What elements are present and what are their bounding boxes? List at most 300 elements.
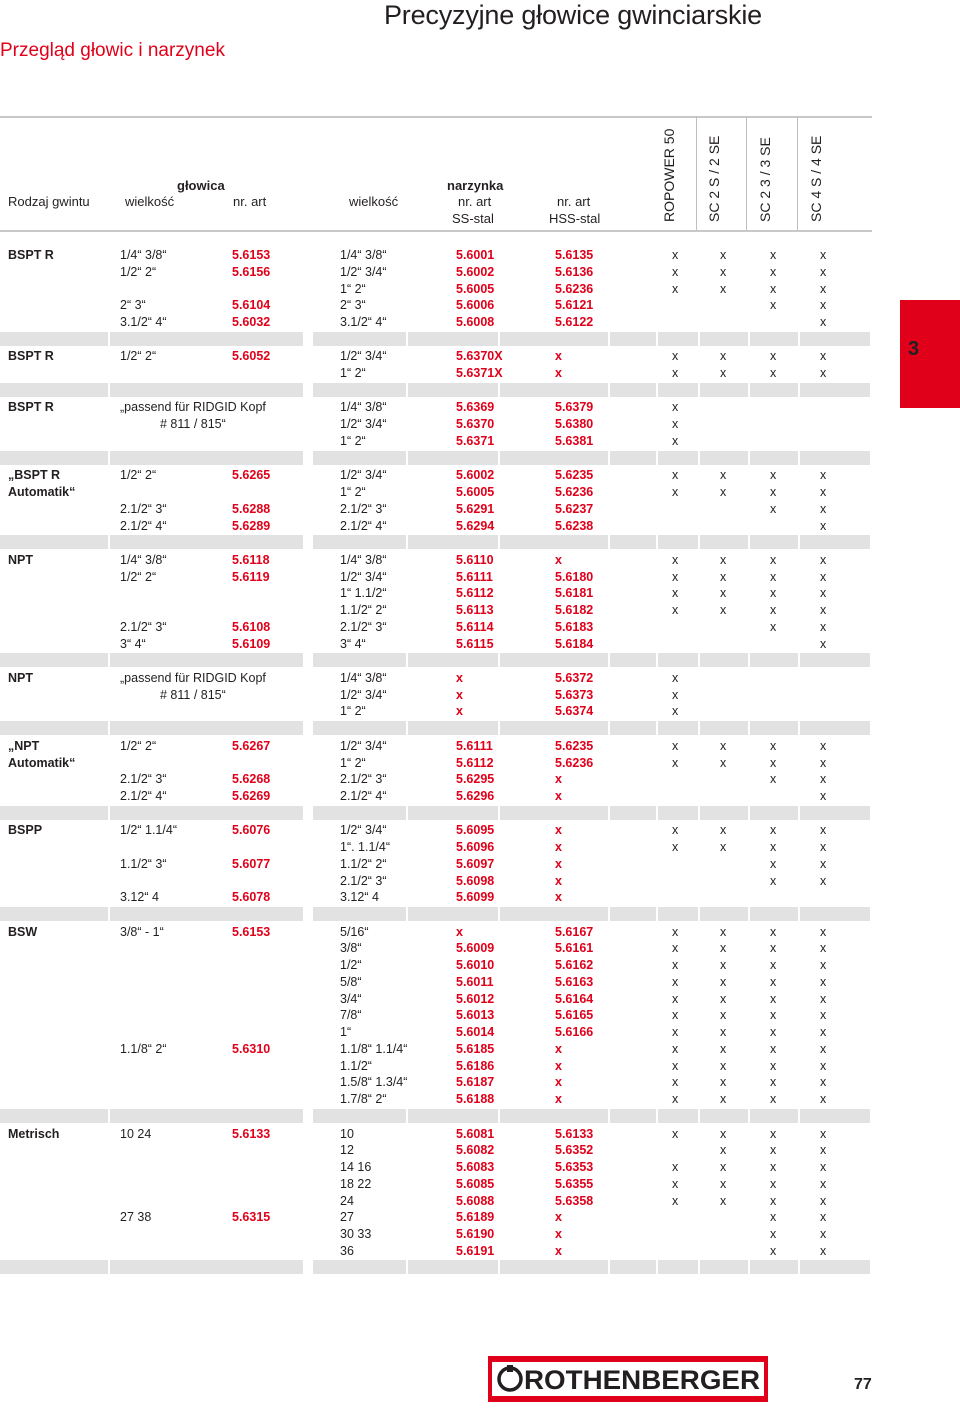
compatibility-mark: x [820, 823, 827, 838]
compatibility-mark: x [820, 315, 827, 329]
group-separator-band [800, 907, 870, 921]
head-article-number: 5.6119 [232, 569, 270, 584]
group-separator-band [110, 332, 303, 346]
compatibility-mark: x [672, 248, 679, 262]
compatibility-mark: x [820, 755, 827, 770]
compatibility-mark: x [672, 958, 679, 973]
die-ss-article-number: x [456, 704, 463, 719]
die-hss-article-number: 5.6165 [555, 1008, 594, 1023]
die-ss-article-number: 5.6110 [456, 552, 494, 567]
thread-type-label: „NPT [8, 738, 40, 753]
head-size: 1/2“ 2“ [120, 738, 157, 753]
die-size: 27 [340, 1210, 354, 1225]
die-size: 1/4“ 3/8“ [340, 552, 387, 567]
die-ss-article-number: 5.6099 [456, 890, 495, 905]
compatibility-mark: x [720, 1075, 727, 1090]
die-hss-article-number: x [555, 856, 562, 871]
group-separator-band [658, 535, 698, 549]
die-size: 2.1/2“ 3“ [340, 501, 387, 516]
compatibility-mark: x [720, 958, 727, 973]
group-separator-band [110, 1260, 303, 1274]
head-article-number: 5.6289 [232, 518, 271, 533]
die-hss-article-number: 5.6181 [555, 586, 594, 601]
compatibility-mark: x [720, 991, 727, 1006]
group-separator-band [800, 451, 870, 465]
die-hss-article-number: 5.6355 [555, 1176, 594, 1191]
group-separator-band [610, 907, 656, 921]
machine-header [808, 116, 837, 230]
head-size: 2.1/2“ 4“ [120, 789, 167, 804]
compatibility-mark: x [770, 991, 777, 1006]
group-separator-band [500, 535, 608, 549]
group-separator-band [750, 535, 798, 549]
compatibility-mark: x [820, 366, 827, 381]
die-hss-article-number: x [555, 1092, 562, 1107]
compatibility-mark: x [770, 1075, 777, 1090]
compatibility-mark: x [672, 670, 679, 685]
die-size: 3“ 4“ [340, 636, 366, 651]
die-size: 3/4“ [340, 991, 362, 1006]
chapter-tab [900, 300, 960, 408]
die-hss-article-number: 5.6236 [555, 755, 594, 770]
col-art-hss: nr. art [557, 194, 591, 209]
die-size: 2.1/2“ 4“ [340, 518, 387, 533]
head-size: 2.1/2“ 3“ [120, 501, 167, 516]
die-size: 5/16“ [340, 924, 369, 939]
group-separator-band [313, 907, 406, 921]
die-ss-article-number: 5.6371X [456, 366, 503, 381]
compatibility-mark: x [820, 636, 827, 651]
group-separator-band [700, 383, 748, 397]
die-ss-article-number: 5.6096 [456, 840, 495, 855]
group-separator-band [700, 1260, 748, 1274]
die-ss-article-number: 5.6010 [456, 958, 495, 973]
compatibility-mark: x [770, 501, 777, 516]
compatibility-mark: x [770, 1227, 777, 1242]
die-size: 1“ 2“ [340, 485, 366, 499]
compatibility-mark: x [820, 1058, 827, 1073]
die-size: 2“ 3“ [340, 298, 366, 313]
die-size: 1“ 2“ [340, 704, 366, 719]
compatibility-mark: x [770, 552, 777, 567]
die-hss-article-number: 5.6353 [555, 1160, 594, 1175]
compatibility-mark: x [820, 518, 827, 533]
machine-header [706, 116, 735, 230]
compatibility-mark: x [820, 1008, 827, 1023]
compatibility-mark: x [672, 687, 679, 702]
die-ss-article-number: 5.6005 [456, 281, 495, 296]
group-separator-band [658, 806, 698, 820]
die-hss-article-number: 5.6374 [555, 704, 594, 719]
group-separator-band [408, 907, 498, 921]
head-size: 1/2“ 2“ [120, 569, 157, 584]
group-separator-band [658, 451, 698, 465]
compatibility-mark: x [770, 823, 777, 838]
die-hss-article-number: x [555, 823, 562, 838]
die-ss-article-number: 5.6188 [456, 1092, 495, 1107]
group-separator-band [800, 332, 870, 346]
compatibility-mark: x [820, 603, 827, 618]
compatibility-mark: x [720, 281, 727, 296]
die-size: 2.1/2“ 4“ [340, 789, 387, 804]
die-size: 1/2“ 3/4“ [340, 569, 387, 584]
die-ss-article-number: 5.6186 [456, 1058, 495, 1073]
compatibility-mark: x [672, 552, 679, 567]
die-ss-article-number: 5.6113 [456, 603, 494, 618]
die-size: 1“ 2“ [340, 281, 366, 296]
die-hss-article-number: 5.6358 [555, 1193, 594, 1208]
compatibility-mark: x [820, 1227, 827, 1242]
group-separator-band [800, 1109, 870, 1123]
group-separator-band [750, 451, 798, 465]
compatibility-mark: x [770, 569, 777, 584]
compatibility-mark: x [770, 924, 777, 939]
head-size: 1/2“ 2“ [120, 468, 157, 483]
group-separator-band [0, 451, 108, 465]
group-separator-band [0, 332, 108, 346]
rothenberger-logo [488, 1356, 768, 1402]
die-hss-article-number: 5.6121 [555, 298, 594, 313]
head-article-number: 5.6077 [232, 856, 271, 871]
compatibility-mark: x [770, 738, 777, 753]
die-hss-article-number: 5.6133 [555, 1126, 594, 1141]
header-separator [746, 116, 747, 230]
head-size: 3“ 4“ [120, 636, 146, 651]
group-separator-band [658, 653, 698, 667]
col-art-ss-material: SS-stal [452, 211, 494, 226]
group-separator-band [610, 653, 656, 667]
compatibility-mark: x [672, 1092, 679, 1107]
die-hss-article-number: 5.6238 [555, 518, 594, 533]
group-separator-band [110, 907, 303, 921]
die-size: 12 [340, 1143, 354, 1158]
compatibility-mark: x [820, 789, 827, 804]
group-separator-band [658, 383, 698, 397]
group-separator-band [408, 1109, 498, 1123]
compatibility-mark: x [672, 468, 679, 483]
group-separator-band [408, 1260, 498, 1274]
die-hss-article-number: 5.6162 [555, 958, 594, 973]
compatibility-mark: x [672, 924, 679, 939]
compatibility-mark: x [672, 366, 679, 381]
compatibility-mark: x [720, 924, 727, 939]
machine-header-label: ROPOWER 50 [661, 128, 677, 222]
group-separator-band [658, 332, 698, 346]
ridgid-note: # 811 / 815“ [160, 417, 226, 432]
header-top-rule [0, 116, 872, 118]
compatibility-mark: x [770, 1210, 777, 1225]
col-glowica: głowica [177, 178, 225, 193]
group-separator-band [500, 907, 608, 921]
compatibility-mark: x [770, 1126, 777, 1141]
col-glowica-size: wielkość [125, 194, 175, 209]
head-size: 3.1/2“ 4“ [120, 315, 167, 329]
die-size: 3.12“ 4 [340, 890, 379, 905]
compatibility-mark: x [720, 468, 727, 483]
compatibility-mark: x [770, 856, 777, 871]
compatibility-mark: x [672, 485, 679, 499]
die-size: 1/2“ 3/4“ [340, 738, 387, 753]
group-separator-band [110, 653, 303, 667]
machine-header-label: SC 4 S / 4 SE [808, 135, 824, 222]
die-ss-article-number: 5.6370X [456, 349, 503, 364]
die-ss-article-number: 5.6190 [456, 1227, 495, 1242]
die-size: 10 [340, 1126, 354, 1141]
group-separator-band [800, 535, 870, 549]
group-separator-band [658, 1260, 698, 1274]
compatibility-mark: x [770, 1243, 777, 1258]
compatibility-mark: x [672, 1008, 679, 1023]
group-separator-band [750, 721, 798, 735]
group-separator-band [110, 451, 303, 465]
compatibility-mark: x [770, 586, 777, 601]
head-article-number: 5.6032 [232, 315, 271, 329]
die-hss-article-number: x [555, 1243, 562, 1258]
compatibility-mark: x [672, 840, 679, 855]
compatibility-mark: x [820, 281, 827, 296]
header-separator [696, 116, 697, 230]
die-hss-article-number: 5.6163 [555, 974, 594, 989]
compatibility-mark: x [720, 552, 727, 567]
die-ss-article-number: 5.6296 [456, 789, 495, 804]
compatibility-mark: x [720, 840, 727, 855]
compatibility-mark: x [720, 974, 727, 989]
die-ss-article-number: 5.6009 [456, 941, 495, 956]
thread-type-label: NPT [8, 670, 33, 685]
compatibility-mark: x [672, 1176, 679, 1191]
group-separator-band [500, 1260, 608, 1274]
compatibility-mark: x [672, 349, 679, 364]
compatibility-mark: x [820, 1041, 827, 1056]
group-separator-band [313, 806, 406, 820]
die-hss-article-number: 5.6167 [555, 924, 594, 939]
compatibility-mark: x [820, 958, 827, 973]
die-size: 1/2“ 3/4“ [340, 417, 387, 432]
group-separator-band [610, 451, 656, 465]
machine-header [661, 116, 690, 230]
group-separator-band [110, 383, 303, 397]
die-size: 1/4“ 3/8“ [340, 400, 387, 415]
chapter-tab-number: 3 [908, 338, 920, 360]
die-size: 1“ 1.1/2“ [340, 586, 387, 601]
group-separator-band [313, 535, 406, 549]
machine-header-label: SC 2 S / 2 SE [706, 135, 722, 222]
compatibility-mark: x [720, 1143, 727, 1158]
group-separator-band [610, 383, 656, 397]
die-hss-article-number: x [555, 349, 562, 364]
die-ss-article-number: 5.6112 [456, 586, 494, 601]
compatibility-mark: x [820, 1176, 827, 1191]
compatibility-mark: x [770, 248, 777, 262]
compatibility-mark: x [820, 873, 827, 888]
header-separator [797, 116, 798, 230]
ridgid-note: „passend für RIDGID Kopf [120, 670, 266, 685]
die-ss-article-number: 5.6001 [456, 248, 495, 262]
compatibility-mark: x [820, 586, 827, 601]
page-number: 77 [854, 1376, 872, 1393]
group-separator-band [0, 535, 108, 549]
die-ss-article-number: 5.6002 [456, 468, 495, 483]
head-size: 1/4“ 3/8“ [120, 248, 167, 262]
group-separator-band [313, 451, 406, 465]
die-ss-article-number: 5.6371 [456, 433, 495, 448]
die-ss-article-number: 5.6006 [456, 298, 495, 313]
compatibility-mark: x [720, 1176, 727, 1191]
group-separator-band [313, 1109, 406, 1123]
compatibility-mark: x [820, 1143, 827, 1158]
die-size: 5/8“ [340, 974, 362, 989]
group-separator-band [500, 653, 608, 667]
group-separator-band [658, 1109, 698, 1123]
die-size: 36 [340, 1243, 354, 1258]
compatibility-mark: x [672, 1193, 679, 1208]
header-bottom-rule [0, 230, 872, 232]
compatibility-mark: x [720, 941, 727, 956]
compatibility-mark: x [770, 840, 777, 855]
compatibility-mark: x [820, 1160, 827, 1175]
die-size: 2.1/2“ 3“ [340, 772, 387, 787]
compatibility-mark: x [820, 1210, 827, 1225]
die-size: 1/4“ 3/8“ [340, 248, 387, 262]
compatibility-mark: x [672, 704, 679, 719]
die-hss-article-number: x [555, 1075, 562, 1090]
die-hss-article-number: 5.6373 [555, 687, 594, 702]
thread-type-label: NPT [8, 552, 33, 567]
die-ss-article-number: 5.6097 [456, 856, 495, 871]
compatibility-mark: x [672, 1041, 679, 1056]
head-article-number: 5.6267 [232, 738, 271, 753]
group-separator-band [313, 332, 406, 346]
compatibility-mark: x [720, 349, 727, 364]
compatibility-mark: x [770, 1193, 777, 1208]
compatibility-mark: x [720, 1193, 727, 1208]
compatibility-mark: x [820, 1126, 827, 1141]
compatibility-mark: x [672, 400, 679, 415]
die-ss-article-number: 5.6189 [456, 1210, 495, 1225]
group-separator-band [750, 907, 798, 921]
head-article-number: 5.6153 [232, 248, 271, 262]
compatibility-mark: x [720, 366, 727, 381]
die-ss-article-number: 5.6013 [456, 1008, 495, 1023]
compatibility-mark: x [820, 772, 827, 787]
compatibility-mark: x [720, 1092, 727, 1107]
group-separator-band [0, 1260, 108, 1274]
die-ss-article-number: 5.6111 [456, 738, 493, 753]
compatibility-mark: x [770, 264, 777, 279]
compatibility-mark: x [770, 873, 777, 888]
compatibility-mark: x [820, 738, 827, 753]
compatibility-mark: x [770, 1041, 777, 1056]
group-separator-band [800, 653, 870, 667]
die-hss-article-number: x [555, 1210, 562, 1225]
compatibility-mark: x [672, 1075, 679, 1090]
die-size: 30 33 [340, 1227, 372, 1242]
group-separator-band [0, 806, 108, 820]
compatibility-mark: x [820, 485, 827, 499]
head-size: 2.1/2“ 4“ [120, 518, 167, 533]
compatibility-mark: x [720, 569, 727, 584]
compatibility-mark: x [770, 1176, 777, 1191]
die-hss-article-number: x [555, 840, 562, 855]
group-separator-band [700, 907, 748, 921]
compatibility-mark: x [672, 1160, 679, 1175]
die-size: 7/8“ [340, 1008, 362, 1023]
die-ss-article-number: 5.6294 [456, 518, 495, 533]
compatibility-mark: x [720, 1008, 727, 1023]
machine-header [757, 116, 786, 230]
group-separator-band [658, 907, 698, 921]
die-size: 1/2“ 3/4“ [340, 264, 387, 279]
die-ss-article-number: 5.6115 [456, 636, 494, 651]
die-hss-article-number: x [555, 366, 562, 381]
die-size: 18 22 [340, 1176, 372, 1191]
compatibility-mark: x [770, 1160, 777, 1175]
compatibility-mark: x [672, 433, 679, 448]
die-ss-article-number: 5.6082 [456, 1143, 495, 1158]
group-separator-band [408, 451, 498, 465]
compatibility-mark: x [820, 1025, 827, 1040]
col-glowica-art: nr. art [233, 194, 267, 209]
compatibility-mark: x [770, 1143, 777, 1158]
die-size: 1“ 2“ [340, 755, 366, 770]
group-separator-band [750, 1109, 798, 1123]
die-hss-article-number: x [555, 1041, 562, 1056]
die-hss-article-number: 5.6352 [555, 1143, 594, 1158]
compatibility-mark: x [672, 417, 679, 432]
head-article-number: 5.6104 [232, 298, 271, 313]
head-size: 1/2“ 2“ [120, 264, 157, 279]
die-hss-article-number: x [555, 1058, 562, 1073]
thread-type-label: BSPT R [8, 248, 54, 262]
group-separator-band [700, 535, 748, 549]
die-ss-article-number: 5.6011 [456, 974, 494, 989]
die-hss-article-number: 5.6237 [555, 501, 594, 516]
die-hss-article-number: 5.6183 [555, 619, 594, 634]
die-ss-article-number: 5.6370 [456, 417, 495, 432]
die-ss-article-number: 5.6111 [456, 569, 493, 584]
machine-header-label: SC 2 3 / 3 SE [757, 137, 773, 222]
group-separator-band [800, 383, 870, 397]
compatibility-mark: x [672, 991, 679, 1006]
die-ss-article-number: 5.6098 [456, 873, 495, 888]
compatibility-mark: x [672, 1126, 679, 1141]
group-separator-band [750, 653, 798, 667]
die-ss-article-number: 5.6369 [456, 400, 495, 415]
compatibility-mark: x [820, 619, 827, 634]
compatibility-mark: x [820, 856, 827, 871]
die-size: 1.7/8“ 2“ [340, 1092, 387, 1107]
compatibility-mark: x [720, 823, 727, 838]
group-separator-band [500, 806, 608, 820]
compatibility-mark: x [770, 603, 777, 618]
die-ss-article-number: 5.6095 [456, 823, 495, 838]
group-separator-band [700, 451, 748, 465]
die-size: 1.1/2“ 2“ [340, 603, 387, 618]
compatibility-mark: x [820, 1193, 827, 1208]
die-hss-article-number: 5.6236 [555, 485, 594, 499]
die-ss-article-number: 5.6008 [456, 315, 495, 329]
page-title: Precyzyjne głowice gwinciarskie [384, 0, 762, 30]
die-size: 1“ [340, 1025, 352, 1040]
die-hss-article-number: 5.6161 [555, 941, 594, 956]
die-ss-article-number: x [456, 670, 463, 685]
group-separator-band [700, 653, 748, 667]
compatibility-mark: x [720, 1126, 727, 1141]
die-size: 1/4“ 3/8“ [340, 670, 387, 685]
thread-type-label: BSPT R [8, 400, 54, 415]
group-separator-band [110, 535, 303, 549]
compatibility-mark: x [820, 924, 827, 939]
